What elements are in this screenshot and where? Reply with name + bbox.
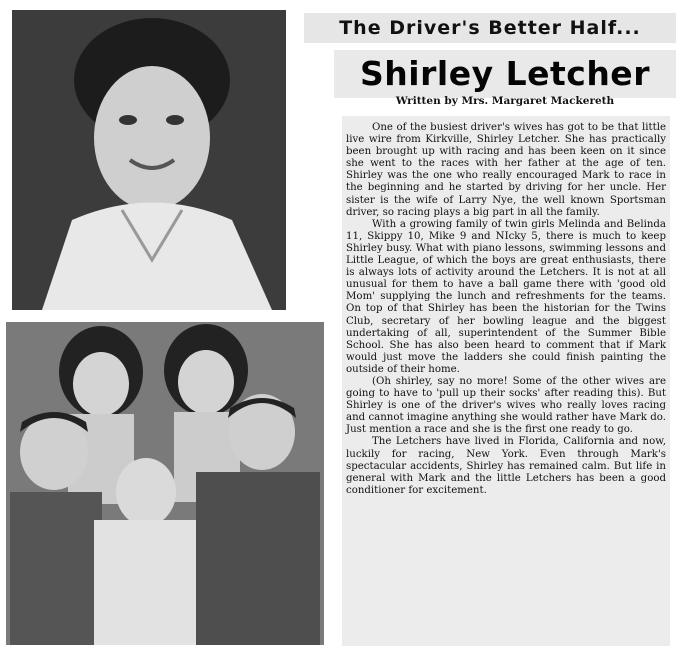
kicker-title: The Driver's Better Half... [304, 13, 676, 43]
paragraph-4: The Letchers have lived in Florida, California and now, luckily for racing, New York. Even through Mark's spectacular accidents, Shirley has remained calm. But life in general with Mark and the little Letchers has been a good conditioner for excitement. [346, 436, 666, 496]
paragraph-3: (Oh shirley, say no more! Some of the other wives are going to have to 'pull up their socks' after reading this). But Shirley is one of the driver's wives who really loves racing and cannot imagine anything she would rather have Mark do. Just mention a race and she is the first one ready to go. [346, 375, 666, 436]
children-photo [6, 322, 324, 645]
byline: Written by Mrs. Margaret Mackereth [395, 95, 615, 107]
paragraph-1: One of the busiest driver's wives has got to be that little live wire from Kirkville, Shirley Letcher. She has practically been brought up with racing and has been keen on it since she went to the races with her father at the age of ten. Shirley was the one who really encouraged Mark to race in the beginning and he started by driving for her uncle. Her sister is the wife of Larry Nye, the well known Sportsman driver, so racing plays a big part in all the family. [346, 122, 666, 218]
portrait-illustration [12, 10, 286, 310]
article-body [342, 116, 670, 646]
headline: Shirley Letcher [334, 50, 676, 98]
portrait-photo [12, 10, 286, 310]
paragraph-2: With a growing family of twin girls Melinda and Belinda 11, Skippy 10, Mike 9 and NIcky 5, there is much to keep Shirley busy. What with piano lessons, swimming lessons and Little League, of which the boys are great enthusiasts, there is always lots of activity around the Letchers. It is not at all unusual for them to have a ball game there with 'good old Mom' supplying the lunch and refreshments for the teams. On top of that Shirley has been the historian for the Twins Club, secretary of her bowling league and the biggest undertaking of all, superintendent of the Summer Bible School. She has also been heard to comment that if Mark would just move the ladders she could finish painting the outside of their home. [346, 218, 666, 375]
children-illustration [6, 322, 324, 645]
